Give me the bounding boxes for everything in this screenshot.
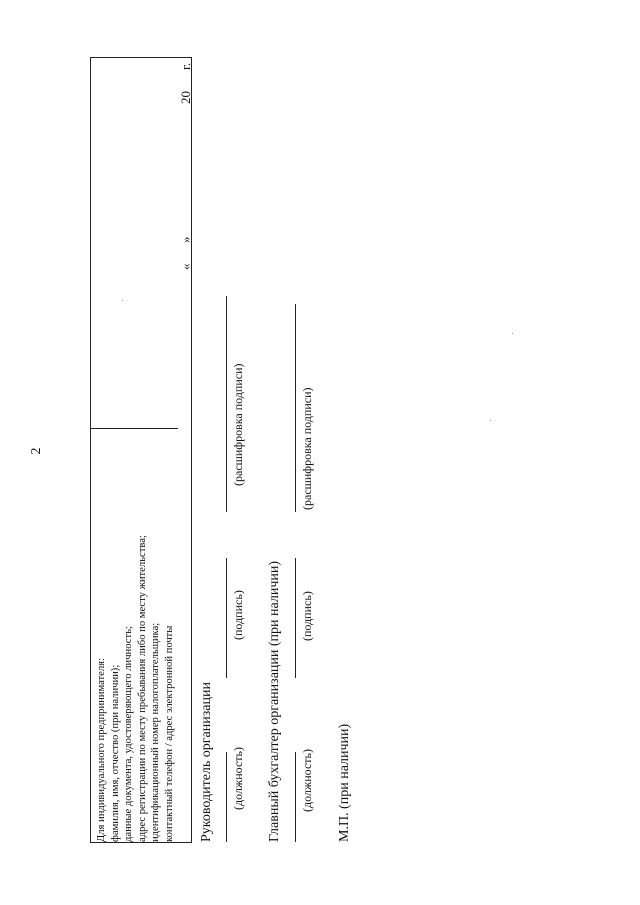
head-title: Руководитель организации: [199, 682, 214, 842]
scan-speck: [490, 420, 491, 421]
head-signature-field: [226, 558, 246, 678]
scan-speck: [512, 333, 513, 334]
ip-line-address: адрес регистрации по месту пребывания либо по месту жительства;: [136, 535, 148, 842]
head-decoding-field: [226, 296, 246, 512]
accountant-decoding-field: [295, 304, 315, 512]
ip-line-contacts: контактный телефон / адрес электронной почты: [163, 625, 175, 842]
ip-line-document: данные документа, удостоверяющего личность;: [123, 626, 135, 842]
chief-accountant-title: Главный бухгалтер организации (при наличии): [267, 560, 282, 842]
accountant-position-field: [295, 749, 315, 842]
accountant-decoding-line[interactable]: [295, 304, 296, 512]
date-open-quote: «: [178, 263, 193, 270]
ip-line-title: Для индивидуального предпринимателя:: [96, 658, 107, 842]
page-number: 2: [29, 447, 44, 455]
date-year-prefix: 20: [178, 91, 193, 104]
stamp-place: М.П. (при наличии): [337, 723, 352, 842]
head-position-field: [226, 747, 246, 842]
accountant-decoding-caption: (расшифровка подписи): [300, 387, 314, 510]
accountant-signature-line[interactable]: [295, 558, 296, 678]
head-position-caption: (должность): [231, 747, 245, 810]
accountant-signature-field: [295, 558, 315, 678]
scan-speck: [122, 300, 123, 301]
date-close-quote: »: [178, 236, 193, 243]
ip-line-inn: идентификационный номер налогоплательщика;: [150, 622, 162, 842]
ip-line-name: фамилия, имя, отчество (при наличии);: [109, 664, 121, 842]
head-signature-caption: (подпись): [231, 590, 245, 640]
year-blank-line[interactable]: [191, 73, 192, 87]
head-signature-line[interactable]: [226, 558, 227, 678]
month-blank-line[interactable]: [191, 110, 192, 232]
head-decoding-caption: (расшифровка подписи): [231, 363, 245, 486]
head-position-line[interactable]: [226, 752, 227, 842]
ip-info-text: [95, 422, 177, 842]
head-decoding-line[interactable]: [226, 296, 227, 512]
date-year-suffix: г.: [178, 62, 193, 70]
day-blank-line[interactable]: [191, 245, 192, 261]
accountant-position-caption: (должность): [300, 749, 314, 812]
accountant-signature-caption: (подпись): [300, 591, 314, 641]
accountant-position-line[interactable]: [295, 752, 296, 842]
